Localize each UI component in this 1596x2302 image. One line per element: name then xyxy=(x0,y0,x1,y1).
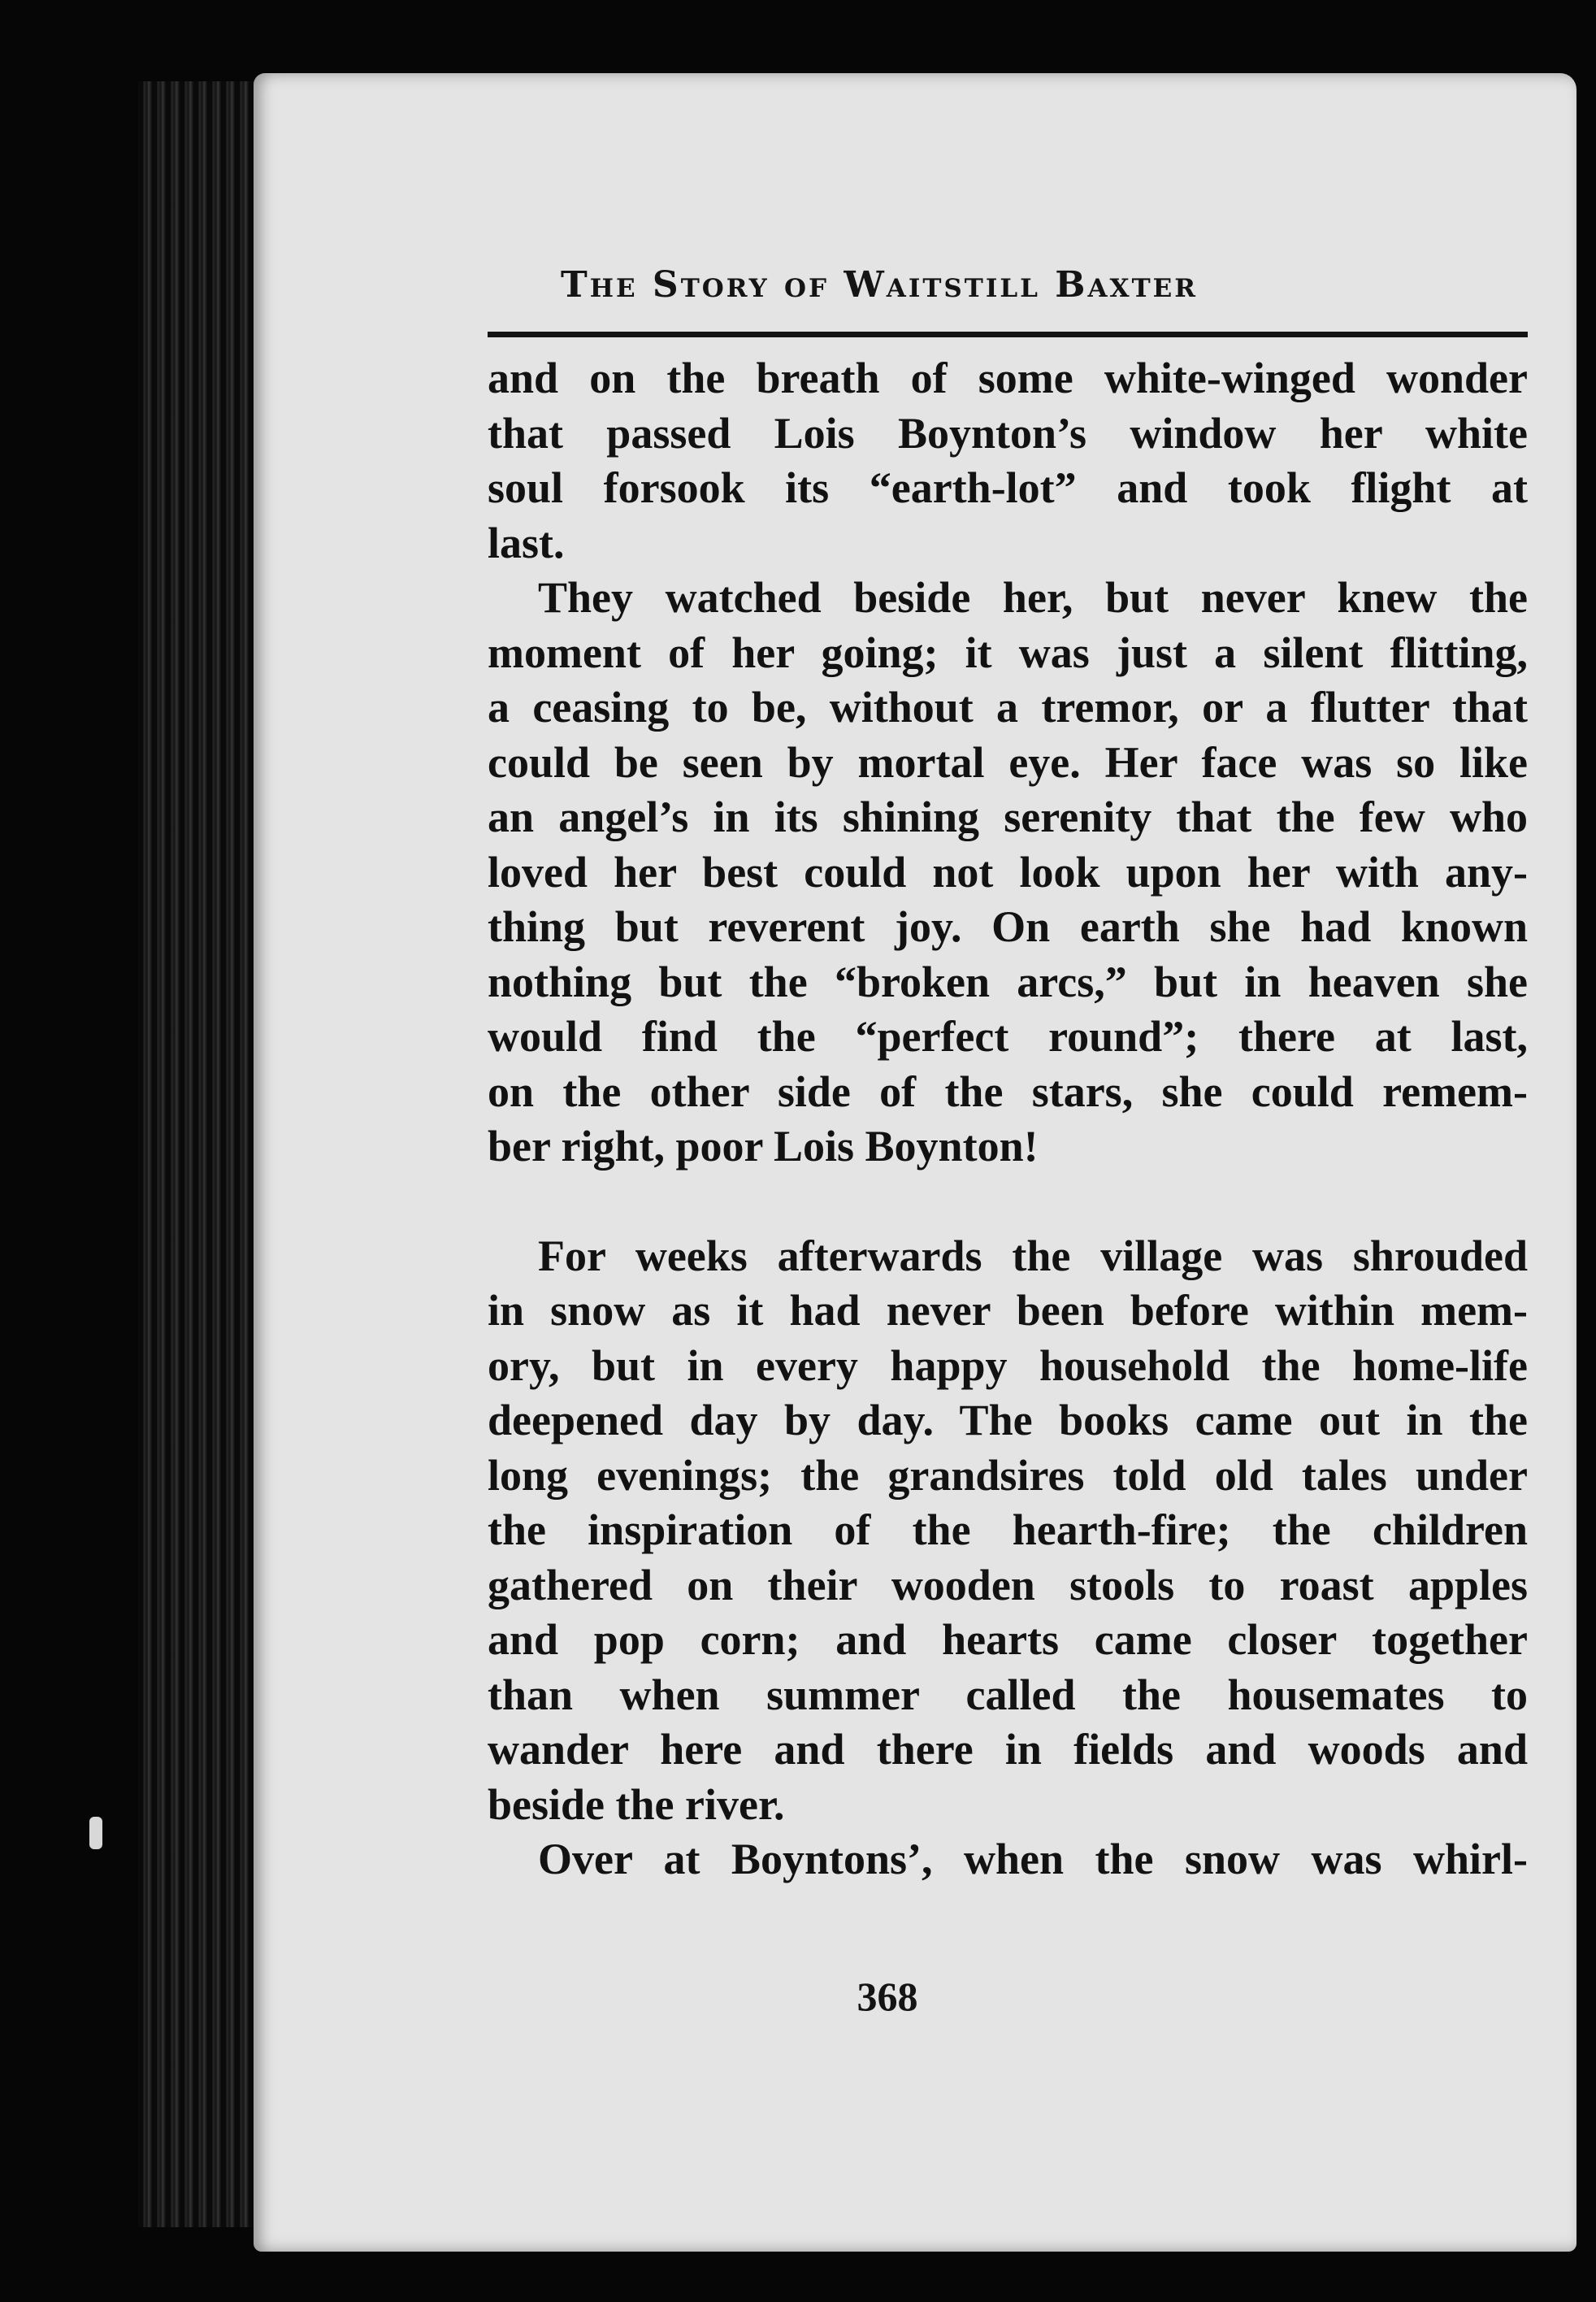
text-line: Over at Boyntons’, when the snow was whirl- xyxy=(538,1835,1528,1883)
page-speck xyxy=(89,1817,102,1849)
text-line: would find the “perfect round”; there at last, xyxy=(488,1012,1528,1061)
text-line: deepened day by day. The books came out in the xyxy=(488,1396,1528,1444)
paragraph xyxy=(488,1229,1528,1833)
text-line: thing but reverent joy. On earth she had known xyxy=(488,902,1528,951)
body-text xyxy=(488,351,1528,1887)
text-line: loved her best could not look upon her with any- xyxy=(488,847,1528,897)
text-line: than when summer called the housemates to xyxy=(488,1670,1528,1719)
text-line: on the other side of the stars, she could remem- xyxy=(488,1066,1528,1116)
paragraph xyxy=(488,1832,1528,1887)
text-line: last. xyxy=(488,518,565,567)
header-rule xyxy=(488,332,1528,337)
text-line: long evenings; the grandsires told old tales under xyxy=(488,1450,1528,1500)
text-line: soul forsook its “earth-lot” and took flight at xyxy=(488,463,1528,512)
running-head: The Story of Waitstill Baxter xyxy=(560,264,1199,306)
section-break xyxy=(488,1175,1528,1229)
paragraph xyxy=(488,571,1528,1175)
text-line: wander here and there in fields and woods and xyxy=(488,1725,1528,1774)
text-line: the inspiration of the hearth-fire; the children xyxy=(488,1505,1528,1554)
text-line: They watched beside her, but never knew the xyxy=(538,573,1528,622)
text-line: and on the breath of some white-winged wonder xyxy=(488,354,1528,402)
text-line: a ceasing to be, without a tremor, or a flutter that xyxy=(488,683,1528,732)
text-line: nothing but the “broken arcs,” but in heaven she xyxy=(488,957,1528,1006)
text-line: an angel’s in its shining serenity that the few who xyxy=(488,793,1528,841)
paragraph xyxy=(488,351,1528,571)
text-line: that passed Lois Boynton’s window her white xyxy=(488,408,1528,458)
text-line: For weeks afterwards the village was shrouded xyxy=(538,1231,1528,1280)
text-line: ber right, poor Lois Boynton! xyxy=(488,1122,1039,1171)
text-line: moment of her going; it was just a silent flitting, xyxy=(488,628,1528,677)
text-line: and pop corn; and hearts came closer together xyxy=(488,1615,1528,1664)
page-number: 368 xyxy=(857,1974,918,2019)
text-line: could be seen by mortal eye. Her face was so like xyxy=(488,737,1528,787)
book-binding xyxy=(138,81,260,2227)
text-line: ory, but in every happy household the home-life xyxy=(488,1340,1528,1390)
book-page xyxy=(254,73,1576,2252)
text-line: beside the river. xyxy=(488,1779,785,1829)
text-line: gathered on their wooden stools to roast apples xyxy=(488,1560,1528,1609)
text-line: in snow as it had never been before within mem- xyxy=(488,1286,1528,1335)
